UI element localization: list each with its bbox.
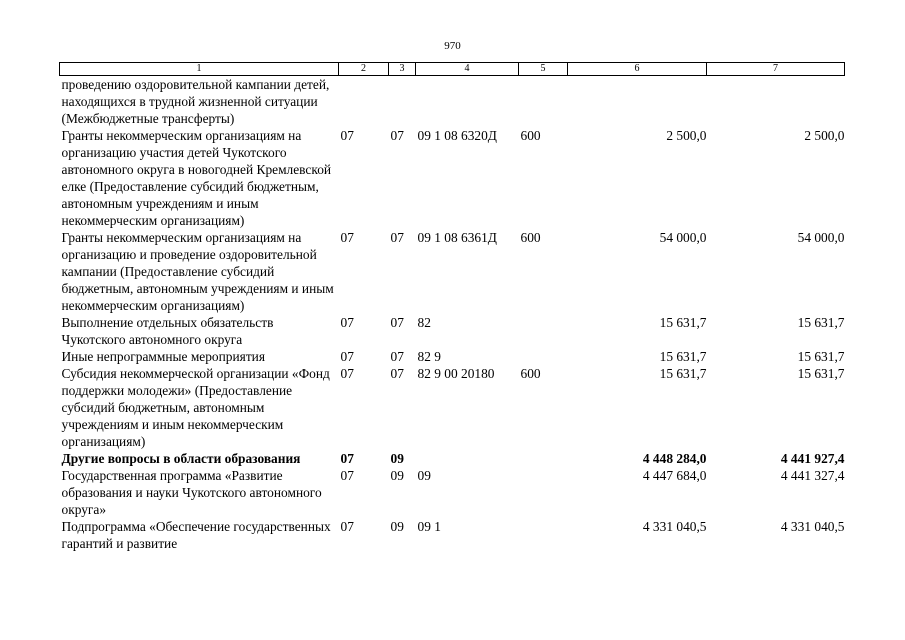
table-row (60, 467, 845, 518)
subsection-code-cell: 07 (390, 230, 404, 245)
table-row (60, 314, 845, 348)
column-header: 6 (568, 63, 707, 76)
table-row (60, 76, 845, 128)
subsection-code-cell: 07 (390, 366, 404, 381)
subsection-code-cell: 07 (390, 315, 404, 330)
subsection-code-cell: 09 (390, 519, 404, 534)
target-article-cell: 09 (417, 468, 431, 483)
expense-type-cell: 600 (520, 230, 541, 245)
target-article-cell: 09 1 08 6361Д (417, 230, 497, 245)
budget-table (59, 62, 845, 552)
target-article-cell: 09 1 08 6320Д (417, 128, 497, 143)
section-code-cell: 07 (340, 451, 354, 466)
column-header: 3 (389, 63, 416, 76)
item-name-cell: Гранты некоммерческим организациям на организацию участия детей Чукотского автономного округа в новогодней Кремлевской елке (Предоставление субсидий бюджетным, автономным учреждениям и иным некоммерческим организациям) (61, 128, 332, 228)
item-name-cell: Гранты некоммерческим организациям на организацию и проведение оздоровительной кампании (Предоставление субсидий бюджетным, автономным учреждениям и иным некоммерческим организациям) (61, 230, 334, 313)
table-body (60, 76, 845, 553)
item-name-cell: Другие вопросы в области образования (61, 451, 301, 466)
amount-year2-cell: 4 331 040,5 (780, 519, 845, 534)
target-article-cell: 82 9 00 20180 (417, 366, 495, 381)
amount-year1-cell: 15 631,7 (659, 315, 707, 330)
table-row (60, 229, 845, 314)
item-name-cell: Выполнение отдельных обязательств Чукотского автономного округа (61, 315, 274, 347)
expense-type-cell (519, 314, 568, 348)
target-article-cell: 82 (417, 315, 431, 330)
table-row (60, 127, 845, 229)
target-article-cell (416, 450, 519, 467)
section-code-cell (339, 76, 389, 128)
item-name-cell: проведению оздоровительной кампании детей, находящихся в трудной жизненной ситуации (Межбюджетные трансферты) (61, 77, 330, 126)
expense-type-cell (519, 348, 568, 365)
section-code-cell: 07 (340, 519, 354, 534)
column-header: 4 (416, 63, 519, 76)
section-code-cell: 07 (340, 128, 354, 143)
amount-year1-cell: 4 331 040,5 (642, 519, 707, 534)
expense-type-cell: 600 (520, 128, 541, 143)
subsection-code-cell (389, 76, 416, 128)
amount-year2-cell: 4 441 327,4 (780, 468, 845, 483)
subsection-code-cell: 09 (390, 468, 404, 483)
section-code-cell: 07 (340, 315, 354, 330)
section-code-cell: 07 (340, 468, 354, 483)
column-header: 5 (519, 63, 568, 76)
expense-type-cell: 600 (520, 366, 541, 381)
column-header: 1 (60, 63, 339, 76)
column-header: 2 (339, 63, 389, 76)
item-name-cell: Субсидия некоммерческой организации «Фонд поддержки молодежи» (Предоставление субсидий бюджетным, автономным учреждениям и иным некоммерческим организациям) (61, 366, 330, 449)
amount-year1-cell: 54 000,0 (659, 230, 707, 245)
expense-type-cell (519, 450, 568, 467)
amount-year2-cell: 4 441 927,4 (780, 451, 845, 466)
subsection-code-cell: 07 (390, 349, 404, 364)
section-code-cell: 07 (340, 349, 354, 364)
page-number: 970 (444, 40, 461, 52)
amount-year1-cell: 15 631,7 (659, 349, 707, 364)
amount-year1-cell: 15 631,7 (659, 366, 707, 381)
amount-year1-cell: 4 447 684,0 (642, 468, 707, 483)
amount-year1-cell: 4 448 284,0 (642, 451, 707, 466)
table-row (60, 518, 845, 552)
amount-year2-cell: 2 500,0 (804, 128, 845, 143)
amount-year2-cell: 15 631,7 (797, 315, 845, 330)
section-code-cell: 07 (340, 230, 354, 245)
table-row (60, 365, 845, 450)
target-article-cell: 82 9 (417, 349, 441, 364)
target-article-cell: 09 1 (417, 519, 441, 534)
item-name-cell: Иные непрограммные мероприятия (61, 349, 265, 364)
subsection-code-cell: 07 (390, 128, 404, 143)
amount-year2-cell: 15 631,7 (797, 366, 845, 381)
amount-year1-cell (568, 76, 707, 128)
table-row (60, 450, 845, 467)
target-article-cell (416, 76, 519, 128)
item-name-cell: Подпрограмма «Обеспечение государственных гарантий и развитие (61, 519, 331, 551)
item-name-cell: Государственная программа «Развитие образования и науки Чукотского автономного округа» (61, 468, 322, 517)
amount-year2-cell (707, 76, 845, 128)
subsection-code-cell: 09 (390, 451, 404, 466)
column-header: 7 (707, 63, 845, 76)
section-code-cell: 07 (340, 366, 354, 381)
expense-type-cell (519, 518, 568, 552)
table-row (60, 348, 845, 365)
amount-year2-cell: 54 000,0 (797, 230, 845, 245)
amount-year2-cell: 15 631,7 (797, 349, 845, 364)
amount-year1-cell: 2 500,0 (666, 128, 707, 143)
expense-type-cell (519, 467, 568, 518)
expense-type-cell (519, 76, 568, 128)
table-header-row (60, 63, 845, 76)
